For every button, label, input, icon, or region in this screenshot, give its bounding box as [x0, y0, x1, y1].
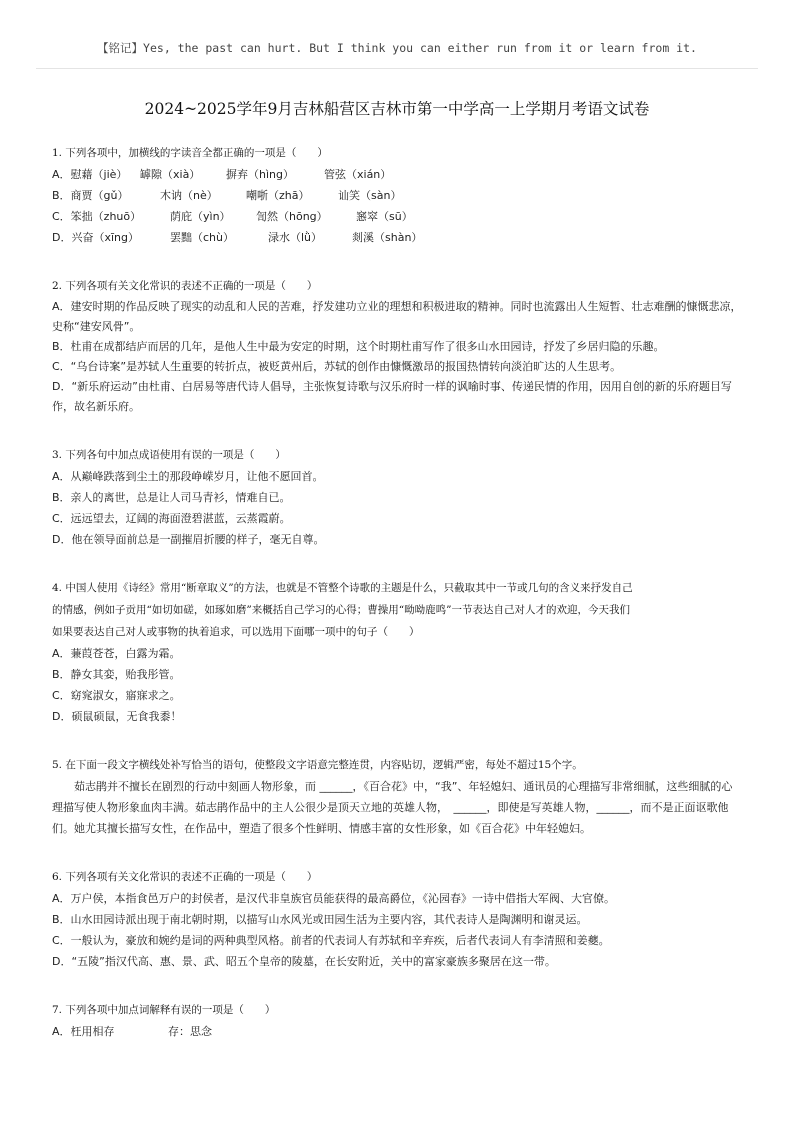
option-b[interactable]: B．山水田园诗派出现于南北朝时期，以描写山水风光或田园生活为主要内容，其代表诗人是陶渊明和谢灵运。: [52, 913, 588, 926]
option-gloss: 存：思念: [168, 1025, 212, 1038]
question-stem: 2. 下列各项有关文化常识的表述不正确的一项是（ ）: [52, 280, 318, 292]
question-6: [52, 866, 742, 972]
option-cell: A．慰藉（jiè）: [52, 168, 128, 181]
question-stem: 5. 在下面一段文字横线处补写恰当的语句，使整段文字语意完整连贯，内容贴切，逻辑严密，每处不超过15个字。: [52, 759, 583, 771]
question-stem: 6. 下列各项有关文化常识的表述不正确的一项是（ ）: [52, 871, 318, 883]
option-b[interactable]: B．亲人的离世，总是让人司马青衫，情难自已。: [52, 491, 291, 504]
option-row-d[interactable]: [52, 227, 742, 248]
option-cell: 木讷（nè）: [160, 189, 218, 202]
option-cell: 訇然（hōng）: [256, 210, 328, 223]
option-row-a[interactable]: [52, 164, 742, 185]
option-a[interactable]: A．万户侯，本指食邑万户的封侯者，是汉代非皇族官员能获得的最高爵位，《沁园春》一诗中借指大军阀、大官僚。: [52, 892, 616, 905]
question-stem: 3. 下列各句中加点成语使用有误的一项是（ ）: [52, 449, 286, 461]
option-d[interactable]: D．硕鼠硕鼠，无食我黍！: [52, 710, 182, 723]
option-b[interactable]: B．静女其娈，贻我彤管。: [52, 668, 181, 681]
option-cell: 剡溪（shàn）: [352, 231, 423, 244]
option-cell: 管弦（xián）: [324, 168, 392, 181]
option-d[interactable]: D．“新乐府运动”由杜甫、白居易等唐代诗人倡导，主张恢复诗歌与汉乐府时一样的讽喻时事、传递民情的作用，因用自创的新的乐府题目写作，故名新乐府。: [52, 380, 732, 413]
option-c[interactable]: C．“乌台诗案”是苏轼人生重要的转折点，被贬黄州后，苏轼的创作由慷慨激昂的报国热情转向淡泊旷达的人生思考。: [52, 360, 622, 373]
option-a[interactable]: [52, 1021, 742, 1042]
question-stem-line: 的情感，例如子贡用“如切如磋，如琢如磨”来概括自己学习的心得；曹操用“呦呦鹿鸣”一节表达自己对人才的欢迎，今天我们: [52, 604, 630, 616]
option-b[interactable]: B．杜甫在成都结庐而居的几年，是他人生中最为安定的时期，这个时期杜甫写作了很多山水田园诗，抒发了乡居归隐的乐趣。: [52, 340, 665, 353]
passage-paragraph: 茹志鹃并不擅长在剧烈的行动中刻画人物形象，而 ______，《百合花》中，“我”、年轻媳妇、通讯员的心理描写非常细腻，这些细腻的心理描写使人物形象血肉丰满。茹志鹃作品中的主人公很少是顶天立地的英雄人物， ______，即使是写英雄人物，______，而不是正面讴歌他们。她尤其擅长描写女性，在作品中，塑造了很多个性鲜明、情感丰富的女性形象，如《百合花》中年轻媳妇。: [52, 780, 733, 835]
question-7: [52, 999, 742, 1042]
question-stem: 1. 下列各项中，加横线的字读音全都正确的一项是（ ）: [52, 147, 328, 159]
option-cell: C．笨拙（zhuō）: [52, 210, 142, 223]
exam-body: [52, 142, 742, 1069]
option-cell: 渌水（lǜ）: [268, 231, 323, 244]
option-cell: D．兴奋（xīng）: [52, 231, 139, 244]
question-4: [52, 577, 742, 727]
option-c[interactable]: C．窈窕淑女，寤寐求之。: [52, 689, 181, 702]
question-1: [52, 142, 742, 248]
question-2: [52, 275, 742, 417]
question-stem-line: 如果要表达自己对人或事物的执着追求，可以选用下面哪一项中的句子（ ）: [52, 626, 420, 638]
question-3: [52, 444, 742, 550]
option-a[interactable]: A．建安时期的作品反映了现实的动乱和人民的苦难，抒发建功立业的理想和积极进取的精神。同时也流露出人生短暂、壮志难酬的慷慨悲凉，史称“建安风骨”。: [52, 300, 742, 333]
option-a[interactable]: A．从巅峰跌落到尘土的那段峥嵘岁月，让他不愿回首。: [52, 470, 324, 483]
header-divider: [36, 68, 758, 69]
option-a[interactable]: A．蒹葭苍苍，白露为霜。: [52, 647, 181, 660]
option-cell: 罅隙（xià）: [140, 168, 201, 181]
question-stem-line: 4. 中国人使用《诗经》常用“断章取义”的方法，也就是不管整个诗歌的主题是什么，只截取其中一节或几句的含义来抒发自己: [52, 582, 633, 594]
option-cell: 罢黜（chù）: [170, 231, 234, 244]
option-cell: 讪笑（sàn）: [338, 189, 402, 202]
option-row-c[interactable]: [52, 206, 742, 227]
question-stem: 7. 下列各项中加点词解释有误的一项是（ ）: [52, 1004, 276, 1016]
page-title: 2024~2025学年9月吉林船营区吉林市第一中学高一上学期月考语文试卷: [144, 100, 650, 118]
option-cell: 摒弃（hìng）: [226, 168, 294, 181]
option-c[interactable]: C．远远望去，辽阔的海面澄碧湛蓝，云蒸霞蔚。: [52, 512, 291, 525]
option-cell: B．商贾（gǔ）: [52, 189, 129, 202]
option-row-b[interactable]: [52, 185, 742, 206]
option-cell: 嘲哳（zhā）: [246, 189, 310, 202]
option-d[interactable]: D．他在领导面前总是一副摧眉折腰的样子，毫无自尊。: [52, 533, 325, 546]
option-cell: 荫庇（yìn）: [170, 210, 231, 223]
motto-banner: 【铭记】Yes, the past can hurt. But I think you can either run from it or learn from it.: [97, 41, 697, 55]
option-cell: 窸窣（sū）: [356, 210, 413, 223]
question-5: [52, 754, 742, 839]
option-d[interactable]: D．“五陵”指汉代高、惠、景、武、昭五个皇帝的陵墓，在长安附近，关中的富家豪族多聚居在这一带。: [52, 955, 556, 968]
option-text: A．枉用相存: [52, 1025, 115, 1038]
option-c[interactable]: C．一般认为，豪放和婉约是词的两种典型风格。前者的代表词人有苏轼和辛弃疾，后者代表词人有李清照和姜夔。: [52, 934, 610, 947]
